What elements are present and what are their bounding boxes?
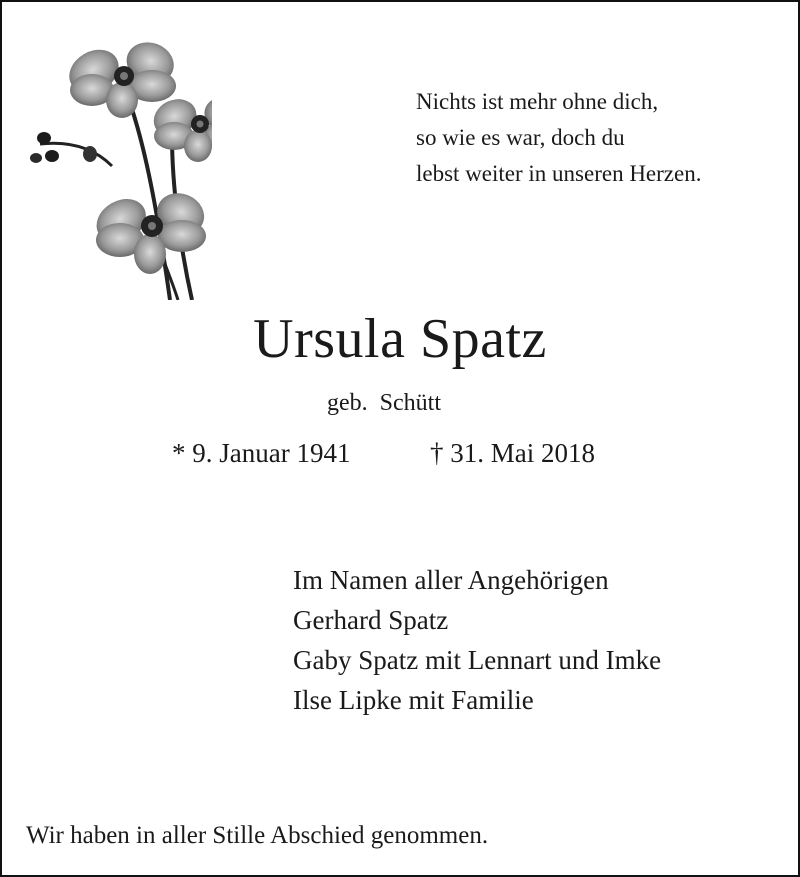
verse-line: lebst weiter in unseren Herzen. <box>416 161 702 186</box>
maiden-name: geb. Schütt <box>327 390 441 416</box>
mourner-line: Gerhard Spatz <box>293 605 449 635</box>
verse-line: Nichts ist mehr ohne dich, <box>416 89 659 114</box>
mourners-list <box>293 560 661 720</box>
closing-statement: Wir haben in aller Stille Abschied genommen. <box>26 822 489 849</box>
birth-date: * 9. Januar 1941 <box>172 438 351 468</box>
deceased-name: Ursula Spatz <box>253 308 547 370</box>
death-date: † 31. Mai 2018 <box>430 438 595 468</box>
verse-line: so wie es war, doch du <box>416 125 625 150</box>
orchid-illustration <box>22 16 212 300</box>
memorial-verse <box>416 84 701 192</box>
mourner-line: Gaby Spatz mit Lennart und Imke <box>293 645 662 675</box>
mourner-line: Ilse Lipke mit Familie <box>293 685 534 715</box>
mourner-line: Im Namen aller Angehörigen <box>293 565 609 595</box>
